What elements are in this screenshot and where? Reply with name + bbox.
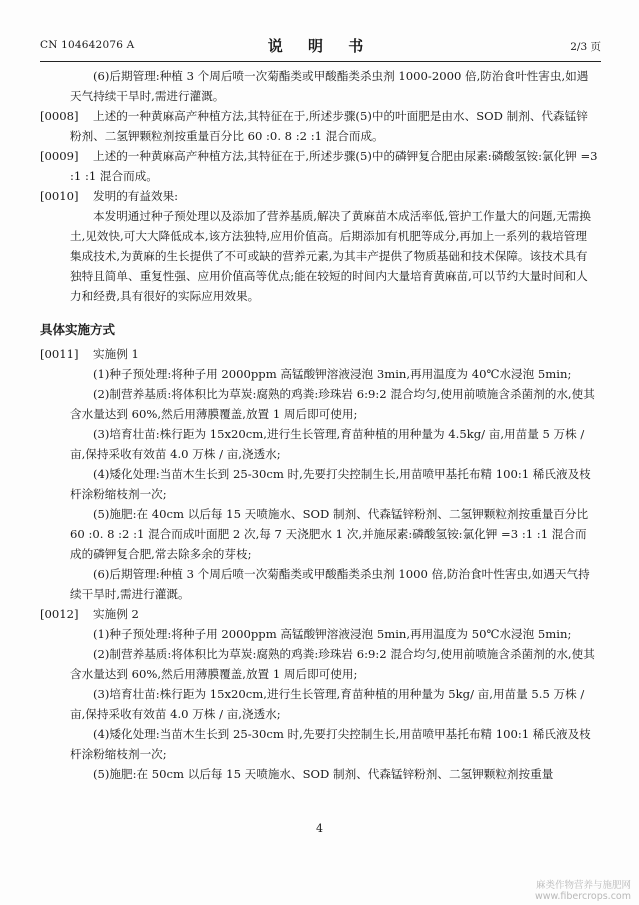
- document-body: [40, 66, 598, 784]
- paragraph-text: (1)种子预处理:将种子用 2000ppm 高锰酸钾溶液浸泡 3min,再用温度为 40℃水浸泡 5min;: [93, 367, 572, 381]
- paragraph: [70, 564, 598, 604]
- paragraph-text: 本发明通过种子预处理以及添加了营养基质,解决了黄麻苗木成活率低,管护工作量大的问题,无需换土,见效快,可大大降低成本,该方法独特,应用价值高。后期添加有机肥等成分,再加上一系列的栽培管理集成技术,为黄麻的生长提供了不可或缺的营养元素,为其丰产提供了物质基础和技术保障。该技术具有独特且简单、重复性强、应用价值高等优点;能在较短的时间内大量培育黄麻苗,可以节约大量时间和人力和经费,具有很好的实际应用效果。: [70, 209, 591, 303]
- paragraph-number: [0008]: [40, 109, 79, 123]
- page-number: 4: [316, 822, 323, 835]
- paragraph: [70, 644, 598, 684]
- paragraph: [70, 764, 598, 784]
- paragraph-text: (6)后期管理:种植 3 个周后喷一次菊酯类或甲酸酯类杀虫剂 1000-2000 倍,防治食叶性害虫,如遇天气持续干旱时,需进行灌溉。: [70, 69, 589, 103]
- paragraph: [70, 424, 598, 464]
- patent-number: CN 104642076 A: [40, 39, 135, 51]
- page-indicator: 2/3 页: [570, 41, 601, 53]
- paragraph: [40, 344, 598, 364]
- paragraph-text: (1)种子预处理:将种子用 2000ppm 高锰酸钾溶液浸泡 5min,再用温度为 50℃水浸泡 5min;: [93, 627, 572, 641]
- page-header: [40, 35, 601, 59]
- paragraph-number: [0012]: [40, 607, 79, 621]
- document-title: 说 明 书: [267, 37, 374, 55]
- paragraph: [40, 186, 598, 206]
- paragraph: [70, 504, 598, 564]
- section-heading: 具体实施方式: [40, 322, 116, 337]
- paragraph: [70, 364, 598, 384]
- paragraph: [70, 384, 598, 424]
- paragraph-text: 上述的一种黄麻高产种植方法,其特征在于,所述步骤(5)中的磷钾复合肥由尿素:磷酸氢铵:氯化钾 =3 :1 :1 混合而成。: [70, 149, 598, 183]
- paragraph-text: (2)制营养基质:将体积比为草炭:腐熟的鸡粪:珍珠岩 6:9:2 混合均匀,使用前喷施含杀菌剂的水,使其含水量达到 60%,然后用薄膜覆盖,放置 1 周后即可使用;: [70, 387, 595, 421]
- paragraph-text: (3)培育壮苗:株行距为 15x20cm,进行生长管理,育苗种植的用种量为 5kg/ 亩,用苗量 5.5 万株 / 亩,保持采收有效苗 4.0 万株 / 亩,浇透水;: [70, 687, 585, 721]
- paragraph: [70, 66, 598, 106]
- paragraph: [40, 604, 598, 624]
- paragraph-text: 实施例 2: [93, 607, 139, 621]
- paragraph-text: 实施例 1: [93, 347, 139, 361]
- paragraph: [70, 624, 598, 644]
- header-divider: [40, 61, 601, 62]
- paragraph-text: 发明的有益效果:: [93, 189, 179, 203]
- paragraph: [70, 724, 598, 764]
- paragraph-number: [0009]: [40, 149, 79, 163]
- paragraph-number: [0011]: [40, 347, 79, 361]
- paragraph-number: [0010]: [40, 189, 79, 203]
- paragraph: [70, 464, 598, 504]
- paragraph-text: (5)施肥:在 50cm 以后每 15 天喷施水、SOD 制剂、代森锰锌粉剂、二氢钾颗粒剂按重量: [93, 767, 554, 781]
- paragraph: [70, 684, 598, 724]
- paragraph-text: (5)施肥:在 40cm 以后每 15 天喷施水、SOD 制剂、代森锰锌粉剂、二氢钾颗粒剂按重量百分比 60 :0. 8 :2 :1 混合而成叶面肥 2 次,每 7 天浇肥水 1 次,并施尿素:磷酸氢铵:氯化钾 =3 :1 :1 混合而成的磷钾复合肥,常去除多余的芽枝;: [70, 507, 589, 561]
- paragraph: [40, 106, 598, 146]
- paragraph-text: (4)矮化处理:当苗木生长到 25-30cm 时,先要打尖控制生长,用苗喷甲基托布精 100:1 稀氏液及枝杆涂粉缩枝剂一次;: [70, 727, 591, 761]
- paragraph: [40, 146, 598, 186]
- watermark: [535, 880, 631, 902]
- watermark-line-1: 麻类作物营养与施肥网: [535, 880, 631, 891]
- paragraph-text: (2)制营养基质:将体积比为草炭:腐熟的鸡粪:珍珠岩 6:9:2 混合均匀,使用前喷施含杀菌剂的水,使其含水量达到 60%,然后用薄膜覆盖,放置 1 周后即可使用;: [70, 647, 595, 681]
- watermark-line-2: www.fibercrops.com: [534, 891, 631, 902]
- paragraph-text: 上述的一种黄麻高产种植方法,其特征在于,所述步骤(5)中的叶面肥是由水、SOD 制剂、代森锰锌粉剂、二氢钾颗粒剂按重量百分比 60 :0. 8 :2 :1 混合而成。: [70, 109, 588, 143]
- paragraph-text: (4)矮化处理:当苗木生长到 25-30cm 时,先要打尖控制生长,用苗喷甲基托布精 100:1 稀氏液及枝杆涂粉缩枝剂一次;: [70, 467, 591, 501]
- paragraph: [70, 206, 598, 306]
- paragraph-text: (3)培育壮苗:株行距为 15x20cm,进行生长管理,育苗种植的用种量为 4.5kg/ 亩,用苗量 5 万株 / 亩,保持采收有效苗 4.0 万株 / 亩,浇透水;: [70, 427, 585, 461]
- paragraph-text: (6)后期管理:种植 3 个周后喷一次菊酯类或甲酸酯类杀虫剂 1000 倍,防治食叶性害虫,如遇天气持续干旱时,需进行灌溉。: [70, 567, 590, 601]
